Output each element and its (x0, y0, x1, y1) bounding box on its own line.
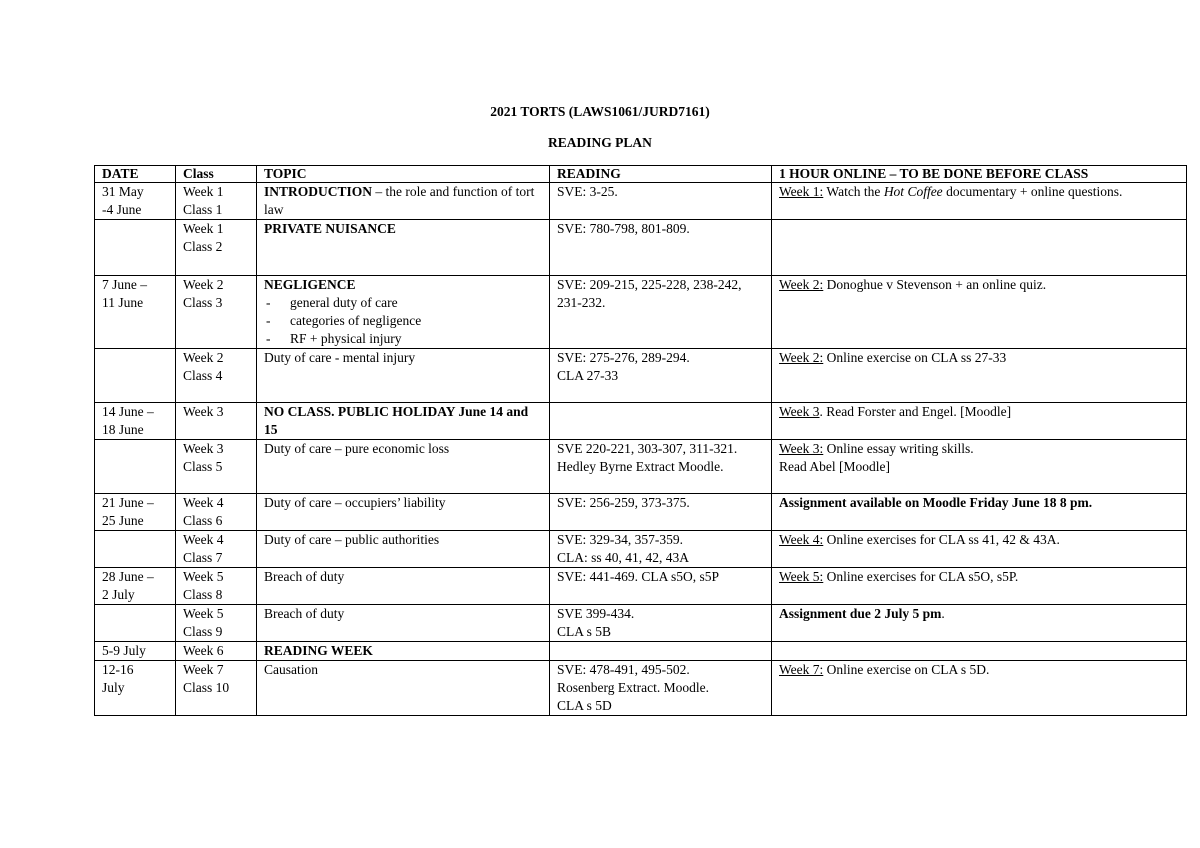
topic-cell (257, 220, 550, 276)
topic-cell (257, 349, 550, 403)
table-row (95, 349, 1187, 403)
date-text: 28 June – 2 July (102, 569, 154, 602)
topic-text: Causation (264, 662, 318, 677)
reading-cell (550, 183, 772, 220)
date-text: 21 June – 25 June (102, 495, 154, 528)
topic-text: Breach of duty (264, 569, 345, 584)
class-cell (176, 220, 257, 276)
table-row (95, 183, 1187, 220)
date-text: 31 May -4 June (102, 184, 144, 217)
topic-cell (257, 661, 550, 716)
reading-cell (550, 531, 772, 568)
online-cell (772, 661, 1187, 716)
table-row (95, 605, 1187, 642)
class-cell (176, 568, 257, 605)
date-cell (95, 605, 176, 642)
class-cell (176, 183, 257, 220)
header-topic: TOPIC (257, 166, 550, 183)
class-cell (176, 642, 257, 661)
table-body (95, 183, 1187, 716)
list-item: - RF + physical injury (264, 330, 542, 348)
topic-text: Duty of care – public authorities (264, 532, 440, 547)
date-text: 5-9 July (102, 643, 146, 658)
week-online-label: Week 5: (779, 569, 824, 584)
list-item: - categories of negligence (264, 312, 542, 330)
topic-text: Duty of care – occupiers’ liability (264, 495, 446, 510)
class-cell (176, 605, 257, 642)
week-text: Week 3 (183, 404, 224, 419)
reading-cell (550, 661, 772, 716)
date-cell (95, 183, 176, 220)
online-text: Donoghue v Stevenson + an online quiz. (823, 277, 1047, 292)
header-date: DATE (95, 166, 176, 183)
header-online: 1 HOUR ONLINE – TO BE DONE BEFORE CLASS (772, 166, 1187, 183)
week-text: Week 6 (183, 643, 224, 658)
page-title: 2021 TORTS (LAWS1061/JURD7161) (490, 104, 710, 119)
reading-cell (550, 494, 772, 531)
reading-cell (550, 276, 772, 349)
date-cell (95, 349, 176, 403)
topic-cell (257, 403, 550, 440)
topic-subtopic-list (264, 294, 542, 348)
class-number-text: Class 2 (183, 239, 223, 254)
reading-cell (550, 642, 772, 661)
topic-heading: NO CLASS. PUBLIC HOLIDAY June 14 and 15 (264, 404, 529, 437)
topic-cell (257, 642, 550, 661)
topic-heading: NEGLIGENCE (264, 277, 356, 292)
topic-description: – the role and function of tort law (264, 184, 535, 217)
week-text: Week 2 (183, 350, 224, 365)
class-cell (176, 661, 257, 716)
reading-text: SVE: 209-215, 225-228, 238-242, 231-232. (557, 277, 742, 310)
reading-text: SVE: 329-34, 357-359. CLA: ss 40, 41, 42, 43A (557, 532, 690, 565)
reading-text: SVE 399-434. CLA s 5B (557, 606, 635, 639)
reading-text: SVE: 256-259, 373-375. (557, 495, 690, 510)
online-text: . Read Forster and Engel. [Moodle] (819, 404, 1012, 419)
topic-text: Breach of duty (264, 606, 345, 621)
online-cell (772, 642, 1187, 661)
topic-cell (257, 440, 550, 494)
week-text: Week 2 (183, 277, 224, 292)
class-number-text: Class 3 (183, 295, 223, 310)
class-number-text: Class 5 (183, 459, 223, 474)
table-row (95, 642, 1187, 661)
class-cell (176, 276, 257, 349)
class-cell (176, 531, 257, 568)
topic-cell (257, 183, 550, 220)
date-cell (95, 494, 176, 531)
online-cell (772, 220, 1187, 276)
online-text: Online exercise on CLA s 5D. (823, 662, 990, 677)
reading-text: SVE: 275-276, 289-294. CLA 27-33 (557, 350, 690, 383)
class-cell (176, 403, 257, 440)
table-row (95, 494, 1187, 531)
table-row (95, 531, 1187, 568)
online-cell (772, 440, 1187, 494)
online-cell (772, 531, 1187, 568)
online-cell (772, 494, 1187, 531)
online-cell (772, 605, 1187, 642)
table-row (95, 220, 1187, 276)
table-row (95, 403, 1187, 440)
reading-text: SVE: 478-491, 495-502. Rosenberg Extract. Moodle. CLA s 5D (557, 662, 709, 713)
class-number-text: Class 8 (183, 587, 223, 602)
class-cell (176, 440, 257, 494)
table-row (95, 276, 1187, 349)
class-cell (176, 494, 257, 531)
week-online-label: Week 3 (779, 404, 820, 419)
date-cell (95, 220, 176, 276)
online-text: Watch the (823, 184, 884, 199)
date-text: 12-16 July (102, 662, 134, 695)
date-cell (95, 276, 176, 349)
reading-text: SVE 220-221, 303-307, 311-321. Hedley Byrne Extract Moodle. (557, 441, 738, 474)
week-text: Week 3 (183, 441, 224, 456)
class-number-text: Class 4 (183, 368, 223, 383)
date-cell (95, 531, 176, 568)
date-cell (95, 440, 176, 494)
week-text: Week 1 (183, 184, 224, 199)
class-number-text: Class 9 (183, 624, 223, 639)
week-online-label: Week 3: (779, 441, 824, 456)
week-text: Week 4 (183, 532, 224, 547)
online-cell (772, 183, 1187, 220)
date-text: 7 June – 11 June (102, 277, 147, 310)
table-row (95, 568, 1187, 605)
online-cell (772, 568, 1187, 605)
class-number-text: Class 7 (183, 550, 223, 565)
reading-cell (550, 349, 772, 403)
class-number-text: Class 6 (183, 513, 223, 528)
reading-text: SVE: 441-469. CLA s5O, s5P (557, 569, 720, 584)
topic-heading: PRIVATE NUISANCE (264, 221, 396, 236)
table-header-row (95, 166, 1187, 183)
online-text: Online exercise on CLA ss 27-33 (823, 350, 1007, 365)
online-text: Online exercises for CLA s5O, s5P. (823, 569, 1019, 584)
class-cell (176, 349, 257, 403)
assignment-notice: Assignment available on Moodle Friday June 18 8 pm. (779, 495, 1093, 510)
week-text: Week 5 (183, 569, 224, 584)
week-text: Week 7 (183, 662, 224, 677)
reading-cell (550, 605, 772, 642)
date-cell (95, 661, 176, 716)
online-text: Online essay writing skills. Read Abel [Moodle] (779, 441, 974, 474)
week-text: Week 1 (183, 221, 224, 236)
online-text: documentary + online questions. (942, 184, 1123, 199)
date-cell (95, 403, 176, 440)
topic-cell (257, 568, 550, 605)
documentary-title: Hot Coffee (883, 184, 943, 199)
assignment-notice: Assignment due 2 July 5 pm (779, 606, 942, 621)
week-online-label: Week 2: (779, 350, 824, 365)
class-number-text: Class 10 (183, 680, 230, 695)
topic-cell (257, 605, 550, 642)
header-reading: READING (550, 166, 772, 183)
topic-cell (257, 531, 550, 568)
online-cell (772, 276, 1187, 349)
reading-cell (550, 403, 772, 440)
date-cell (95, 568, 176, 605)
reading-text: SVE: 3-25. (557, 184, 618, 199)
header-class: Class (176, 166, 257, 183)
reading-cell (550, 568, 772, 605)
week-online-label: Week 2: (779, 277, 824, 292)
topic-heading: INTRODUCTION (264, 184, 373, 199)
week-online-label: Week 1: (779, 184, 824, 199)
online-cell (772, 349, 1187, 403)
reading-cell (550, 220, 772, 276)
topic-text: Duty of care – pure economic loss (264, 441, 450, 456)
week-online-label: Week 7: (779, 662, 824, 677)
online-text: Online exercises for CLA ss 41, 42 & 43A. (823, 532, 1060, 547)
topic-text: Duty of care - mental injury (264, 350, 416, 365)
reading-plan-table (94, 165, 1187, 716)
online-cell (772, 403, 1187, 440)
list-item: - general duty of care (264, 294, 542, 312)
week-text: Week 4 (183, 495, 224, 510)
table-row (95, 440, 1187, 494)
week-online-label: Week 4: (779, 532, 824, 547)
week-text: Week 5 (183, 606, 224, 621)
topic-cell (257, 276, 550, 349)
date-cell (95, 642, 176, 661)
page-subtitle: READING PLAN (548, 135, 652, 150)
table-row (95, 661, 1187, 716)
topic-heading: READING WEEK (264, 643, 373, 658)
class-number-text: Class 1 (183, 202, 223, 217)
reading-text: SVE: 780-798, 801-809. (557, 221, 690, 236)
topic-cell (257, 494, 550, 531)
online-text: . (941, 606, 945, 621)
date-text: 14 June – 18 June (102, 404, 154, 437)
reading-cell (550, 440, 772, 494)
